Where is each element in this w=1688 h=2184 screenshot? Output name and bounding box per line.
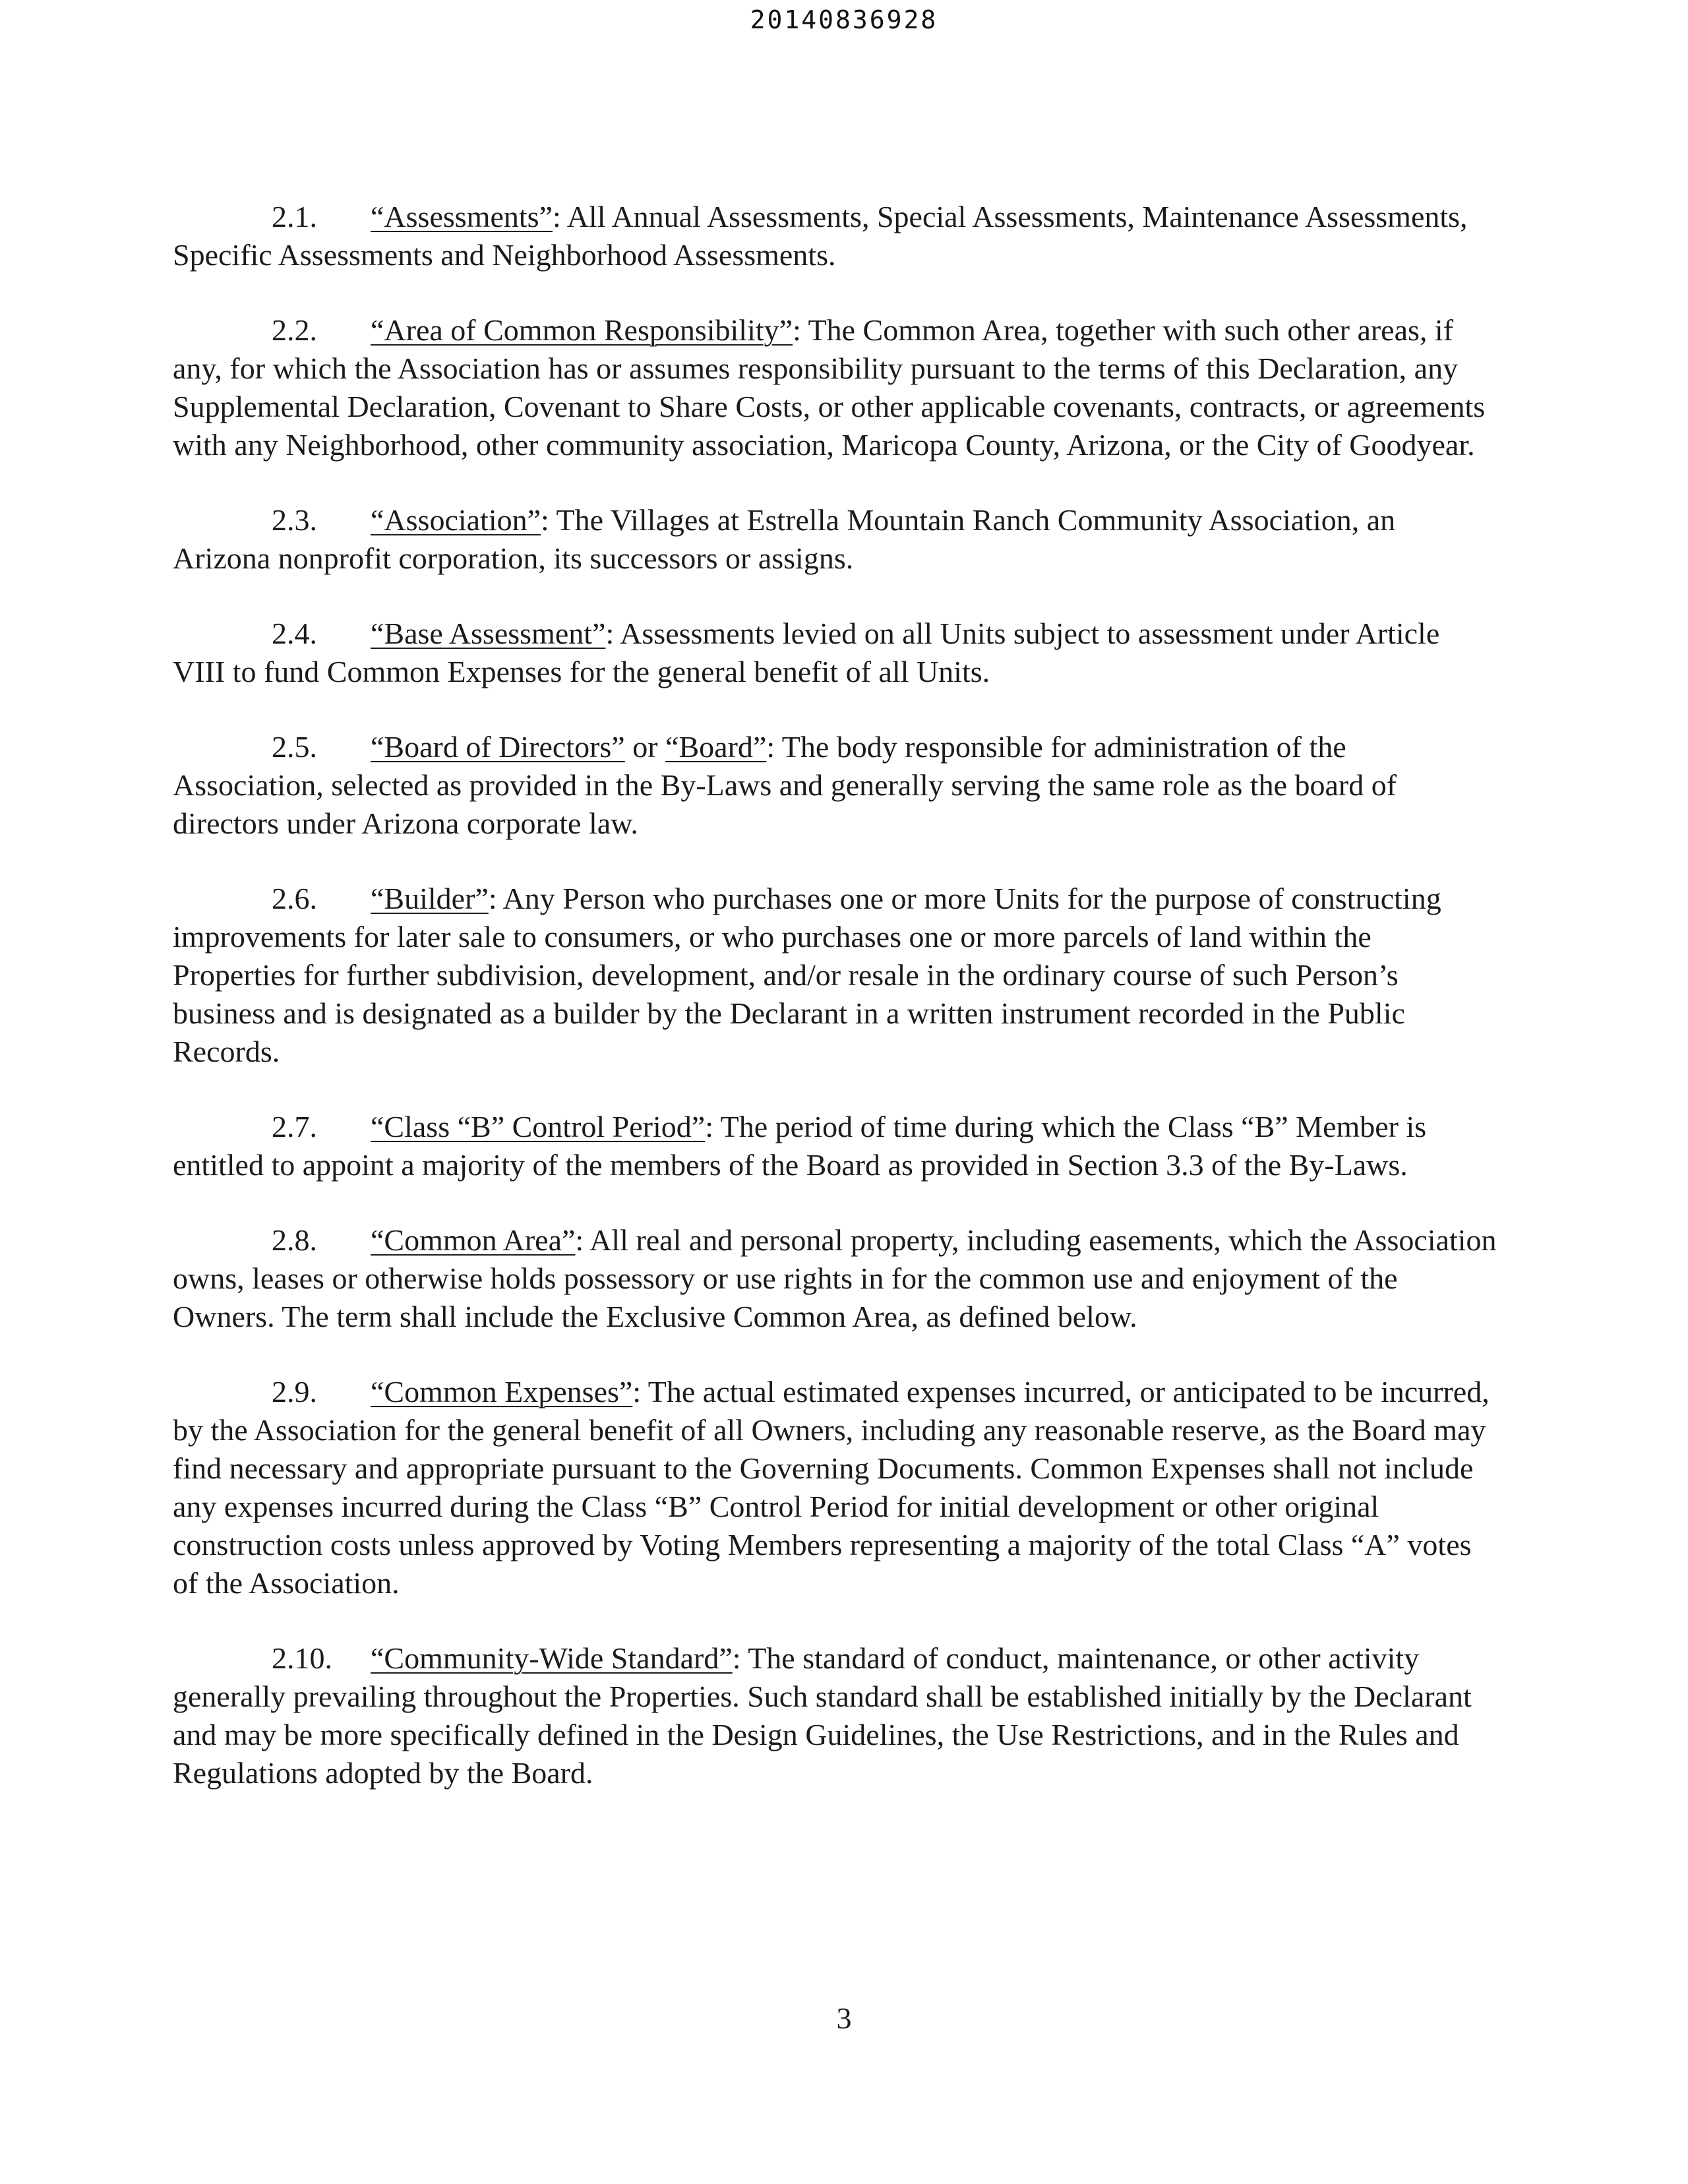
definition-paragraph-2-3 [173,501,1498,578]
defined-term-alternate: “Board” [665,730,767,764]
definitions-section [173,198,1498,1829]
definition-text: : Assessments levied on all Units subject to assessment under Article VIII to fund Common Expenses for the general benefit of all Units. [173,617,1440,688]
definition-text: : The body responsible for administration of the Association, selected as provided in the By-Laws and generally serving the same role as the board of directors under Arizona corporate law. [173,730,1397,840]
paragraph-number: 2.4. [272,617,317,650]
defined-term: “Area of Common Responsibility” [371,313,793,347]
definition-text: : Any Person who purchases one or more Units for the purpose of constructing improvements for later sale to consumers, or who purchases one or more parcels of land within the Properties for further subdivision, development, and/or resale in the ordinary course of such Person’s business and is designated as a builder by the Declarant in a written instrument recorded in the Public Records. [173,882,1441,1068]
page-number: 3 [836,2001,852,2035]
paragraph-number: 2.2. [272,313,317,347]
paragraph-number: 2.6. [272,882,317,915]
paragraph-number: 2.10. [272,1641,332,1675]
defined-term: “Assessments” [371,200,553,233]
paragraph-number: 2.9. [272,1375,317,1409]
definition-text: : The standard of conduct, maintenance, or other activity generally prevailing throughout the Properties. Such standard shall be established initially by the Declarant and may be more specifically defined in the Design Guidelines, the Use Restrictions, and in the Rules and Regulations adopted by the Board. [173,1641,1472,1790]
definition-paragraph-2-5 [173,728,1498,843]
defined-term: “Association” [371,503,541,537]
defined-term: “Class “B” Control Period” [371,1110,706,1143]
definition-text: : All Annual Assessments, Special Assessments, Maintenance Assessments, Specific Assessments and Neighborhood Assessments. [173,200,1468,272]
defined-term: “Community-Wide Standard” [371,1641,733,1675]
defined-term: “Common Expenses” [371,1375,633,1409]
paragraph-number: 2.5. [272,730,317,764]
definition-text: : All real and personal property, including easements, which the Association owns, leases or otherwise holds possessory or use rights in for the common use and enjoyment of the Owners. The term shall include the Exclusive Common Area, as defined below. [173,1223,1497,1333]
defined-term: “Builder” [371,882,489,915]
defined-term: “Base Assessment” [371,617,606,650]
definition-paragraph-2-10 [173,1639,1498,1792]
defined-term: “Board of Directors” [371,730,625,764]
definition-text: : The period of time during which the Class “B” Member is entitled to appoint a majority of the members of the Board as provided in Section 3.3 of the By-Laws. [173,1110,1427,1182]
definition-paragraph-2-6 [173,880,1498,1071]
paragraph-number: 2.8. [272,1223,317,1257]
definition-paragraph-2-2 [173,311,1498,464]
paragraph-number: 2.1. [272,200,317,233]
definition-paragraph-2-1 [173,198,1498,274]
term-connector: or [624,730,666,764]
document-number: 20140836928 [750,5,938,34]
definition-paragraph-2-7 [173,1108,1498,1184]
definition-paragraph-2-9 [173,1373,1498,1602]
definition-paragraph-2-4 [173,615,1498,691]
defined-term: “Common Area” [371,1223,576,1257]
definition-text: : The Villages at Estrella Mountain Ranch Community Association, an Arizona nonprofit corporation, its successors or assigns. [173,503,1396,575]
definition-paragraph-2-8 [173,1221,1498,1336]
definition-text: : The actual estimated expenses incurred, or anticipated to be incurred, by the Association for the general benefit of all Owners, including any reasonable reserve, as the Board may find necessary and appropriate pursuant to the Governing Documents. Common Expenses shall not include any expenses incurred during the Class “B” Control Period for initial development or other original construction costs unless approved by Voting Members representing a majority of the total Class “A” votes of the Association. [173,1375,1490,1600]
paragraph-number: 2.7. [272,1110,317,1143]
paragraph-number: 2.3. [272,503,317,537]
definition-text: : The Common Area, together with such other areas, if any, for which the Association has or assumes responsibility pursuant to the terms of this Declaration, any Supplemental Declaration, Covenant to Share Costs, or other applicable covenants, contracts, or agreements with any Neighborhood, other community association, Maricopa County, Arizona, or the City of Goodyear. [173,313,1486,462]
